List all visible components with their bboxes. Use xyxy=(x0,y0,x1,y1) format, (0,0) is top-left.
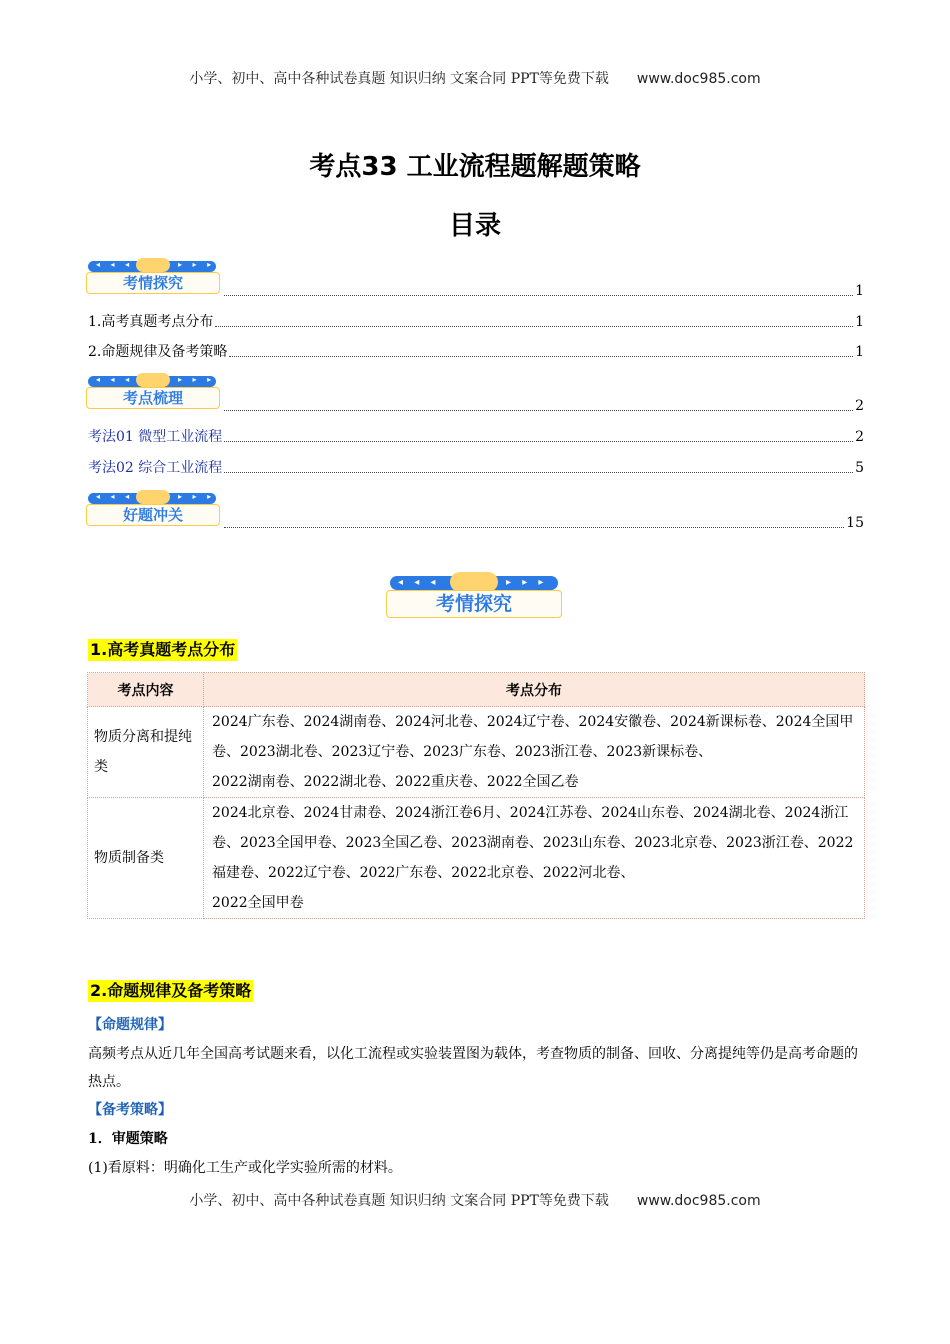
badge-kaoqing xyxy=(86,258,220,296)
badge-pill xyxy=(136,373,170,387)
toc-leader xyxy=(215,326,853,327)
toc-page: 2 xyxy=(855,398,864,414)
toc-page: 1 xyxy=(855,344,864,360)
table-header-cell: 考点分布 xyxy=(204,673,865,707)
page-footer xyxy=(0,1190,950,1210)
badge-label: 考情探究 xyxy=(386,590,562,618)
toc-page: 2 xyxy=(855,429,864,445)
badge-pill xyxy=(450,572,498,592)
section-heading-1: 1.高考真题考点分布 xyxy=(90,640,236,659)
toc-leader xyxy=(224,441,853,442)
table-cell-dist xyxy=(204,798,865,919)
table-header-cell: 考点内容 xyxy=(88,673,204,707)
badge-label: 考情探究 xyxy=(86,272,220,294)
badge-ticks-right: ▸ ▸ ▸ xyxy=(178,492,216,501)
badge-haoti xyxy=(86,490,220,528)
toc-page: 5 xyxy=(855,460,864,476)
toc-entry-2[interactable] xyxy=(88,343,864,361)
strategy-heading: 【备考策略】 xyxy=(88,1102,172,1118)
rule-text: 高频考点从近几年全国高考试题来看，以化工流程或实验装置图为载体，考查物质的制备、回收、分离提纯等仍是高考命题的热点。 xyxy=(88,1046,858,1090)
strategy-item: (1)看原料：明确化工生产或化学实验所需的材料。 xyxy=(88,1160,402,1176)
dist-line: 2024广东卷、2024湖南卷、2024河北卷、2024辽宁卷、2024安徽卷、2024新课标卷、2024全国甲卷、2023湖北卷、2023辽宁卷、2023广东卷、2023浙江卷、2023新课标卷、 xyxy=(212,714,854,760)
footer-text: 小学、初中、高中各种试卷真题 知识归纳 文案合同 PPT等免费下载 xyxy=(189,1193,609,1209)
badge-ticks-left: ◂ ◂ ◂ xyxy=(398,577,440,588)
header-text: 小学、初中、高中各种试卷真题 知识归纳 文案合同 PPT等免费下载 xyxy=(189,71,609,87)
toc-entry-haoti[interactable] xyxy=(222,514,864,532)
section-heading-2: 2.命题规律及备考策略 xyxy=(90,981,252,1000)
toc-label: 考法01 微型工业流程 xyxy=(88,429,223,445)
toc-page: 15 xyxy=(846,515,864,531)
badge-label: 考点梳理 xyxy=(86,387,220,409)
toc-entry-method-2[interactable] xyxy=(88,459,864,477)
badge-ticks-left: ◂ ◂ ◂ xyxy=(96,492,134,501)
badge-kaodian xyxy=(86,373,220,411)
table-row xyxy=(88,707,865,798)
dist-line: 2024北京卷、2024甘肃卷、2024浙江卷6月、2024江苏卷、2024山东卷、2024湖北卷、2024浙江卷、2023全国甲卷、2023全国乙卷、2023湖南卷、2023山东卷、2023北京卷、2023浙江卷、2022福建卷、2022辽宁卷、2022广东卷、2022北京卷、2022河北卷、 xyxy=(212,805,854,881)
badge-ticks-right: ▸ ▸ ▸ xyxy=(506,577,548,588)
strategy-subheading: 1．审题策略 xyxy=(88,1131,168,1147)
dist-line: 2022全国甲卷 xyxy=(212,895,304,911)
badge-ticks-left: ◂ ◂ ◂ xyxy=(96,375,134,384)
exam-distribution-table xyxy=(87,672,865,919)
footer-site[interactable]: www.doc985.com xyxy=(636,1193,761,1209)
badge-ticks-left: ◂ ◂ ◂ xyxy=(96,260,134,269)
badge-ticks-right: ▸ ▸ ▸ xyxy=(178,375,216,384)
toc-entry-kaodian[interactable] xyxy=(222,397,864,415)
table-cell-dist xyxy=(204,707,865,798)
table-header-row xyxy=(88,673,865,707)
table-cell-topic: 物质分离和提纯类 xyxy=(88,707,204,798)
toc-leader xyxy=(224,527,844,528)
badge-ticks-right: ▸ ▸ ▸ xyxy=(178,260,216,269)
badge-label: 好题冲关 xyxy=(86,504,220,526)
badge-pill xyxy=(136,490,170,504)
badge-pill xyxy=(136,258,170,272)
toc-label: 考法02 综合工业流程 xyxy=(88,460,223,476)
dist-line: 2022湖南卷、2022湖北卷、2022重庆卷、2022全国乙卷 xyxy=(212,774,579,790)
toc-title: 目录 xyxy=(448,211,501,241)
toc-leader xyxy=(229,356,853,357)
toc-leader xyxy=(224,472,853,473)
rule-heading: 【命题规律】 xyxy=(88,1017,172,1033)
toc-page: 1 xyxy=(855,314,864,330)
header-site[interactable]: www.doc985.com xyxy=(636,71,761,87)
page-title: 考点33 工业流程题解题策略 xyxy=(309,152,641,182)
section-badge-kaoqing xyxy=(386,572,562,620)
toc-label: 2.命题规律及备考策略 xyxy=(88,344,228,360)
toc-label: 1.高考真题考点分布 xyxy=(88,314,214,330)
table-cell-topic: 物质制备类 xyxy=(88,798,204,919)
toc-entry-method-1[interactable] xyxy=(88,428,864,446)
page-header xyxy=(0,68,950,88)
table-row xyxy=(88,798,865,919)
toc-leader xyxy=(224,410,853,411)
toc-entry-1[interactable] xyxy=(88,313,864,331)
toc-page: 1 xyxy=(855,283,864,299)
toc-entry-kaoqing[interactable] xyxy=(222,282,864,300)
toc-leader xyxy=(224,295,853,296)
